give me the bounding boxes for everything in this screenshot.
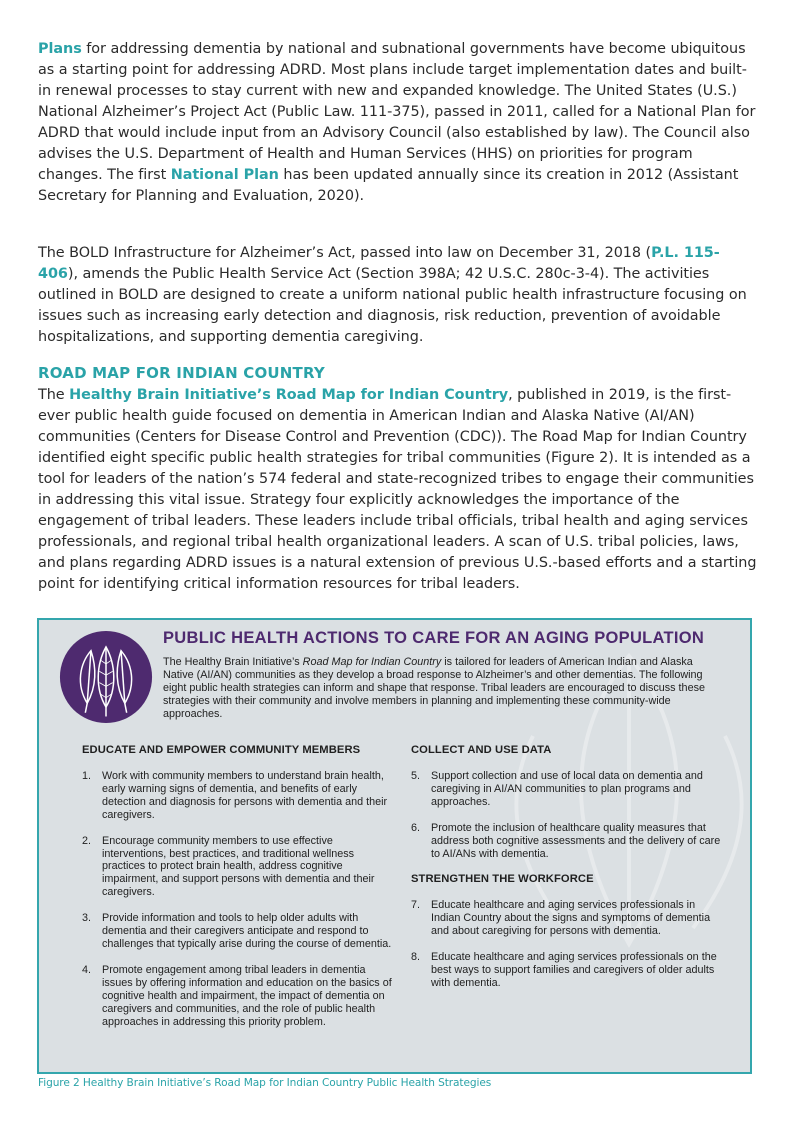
strategy-text: Educate healthcare and aging services professionals in Indian Country about the signs and symptoms of dementia and about caregiving for persons with dementia. xyxy=(431,899,711,938)
group-heading-educate: EDUCATE AND EMPOWER COMMUNITY MEMBERS xyxy=(82,744,361,756)
paragraph-text: The xyxy=(38,387,70,403)
strategy-text: Educate healthcare and aging services professionals on the best ways to support families and caregivers of older adults with dementia. xyxy=(431,951,717,989)
plans-link[interactable]: Plans xyxy=(38,41,82,57)
section-heading: ROAD MAP FOR INDIAN COUNTRY xyxy=(38,364,325,382)
strategy-number: 2. xyxy=(82,834,92,847)
road-map-link[interactable]: Healthy Brain Initiative’s Road Map for Indian Country xyxy=(69,387,509,403)
strategy-item xyxy=(82,835,392,900)
paragraph-text: ), amends the Public Health Service Act (Section 398A; 42 U.S.C. 280c-3-4). The activities outlined in BOLD are designed to create a uniform national public health infrastructure focusing on issues such as increasing early detection and diagnosis, risk reduction, prevention of avoidable hospitalizations, and supporting dementia caregiving. xyxy=(38,266,747,345)
intro-text: is tailored for leaders of American Indian and Alaska Native (AI/AN) communities as they develop a broad response to Alzheimer’s and other dementias. The following eight public health strategies can inform and shape that response. Tribal leaders are encouraged to discuss these strategies with their community and involve members in planning and implementing these community-wide approaches. xyxy=(163,656,705,720)
paragraph-text: The BOLD Infrastructure for Alzheimer’s Act, passed into law on December 31, 2018 ( xyxy=(38,245,652,261)
strategy-item xyxy=(82,770,392,822)
strategy-text: Promote engagement among tribal leaders in dementia issues by offering information and education on the basics of cognitive health and impairment, the impact of dementia on caregivers and communities, and the role of public health approaches in addressing this priority problem. xyxy=(102,963,392,1028)
strategy-text: Provide information and tools to help older adults with dementia and their caregivers anticipate and respond to challenges that typically arise during the course of dementia. xyxy=(102,912,392,950)
intro-italic: Road Map for Indian Country xyxy=(302,656,442,668)
pl-115-406-link[interactable]: P.L. 115-406 xyxy=(38,245,720,282)
strategy-item xyxy=(82,964,392,1029)
strategy-number: 8. xyxy=(411,951,421,964)
paragraph-road-map xyxy=(38,385,758,595)
intro-text: The Healthy Brain Initiative’s xyxy=(163,656,303,668)
strategy-text: Promote the inclusion of healthcare quality measures that address both cognitive assessments and the delivery of care to AI/ANs with dementia. xyxy=(431,821,721,860)
figure-intro xyxy=(163,656,723,721)
figure-2-box xyxy=(37,618,752,1074)
left-column xyxy=(82,744,392,1041)
strategy-number: 5. xyxy=(411,770,421,782)
strategy-item xyxy=(411,822,721,861)
strategy-text: Work with community members to understand brain health, early warning signs of dementia, and benefits of early detection and diagnosis for persons with dementia and their caregivers. xyxy=(102,770,388,821)
paragraph-text: has been updated annually since its creation in 2012 (Assistant Secretary for Planning and Evaluation, 2020). xyxy=(38,167,739,204)
group-heading-collect: COLLECT AND USE DATA xyxy=(411,744,552,756)
strategy-item xyxy=(411,770,721,809)
paragraph-bold-act xyxy=(38,243,758,348)
national-plan-link[interactable]: National Plan xyxy=(170,167,279,183)
right-column xyxy=(411,744,721,1003)
paragraph-text: , published in 2019, is the first-ever public health guide focused on dementia in American Indian and Alaska Native (AI/AN) communities (Centers for Disease Control and Prevention (CDC)). The Road Map for Indian Country identified eight specific public health strategies for tribal communities (Figure 2). It is intended as a tool for leaders of the nation’s 574 federal and state-recognized tribes to engage their communities in addressing this vital issue. Strategy four explicitly acknowledges the importance of the engagement of tribal leaders. These leaders include tribal officials, tribal health and aging services professionals, and regional tribal health organizational leaders. A scan of U.S. tribal policies, laws, and plans regarding ADRD issues is a natural extension of previous U.S.-based efforts and a starting point for identifying critical information resources for tribal leaders. xyxy=(38,387,757,592)
strategy-number: 3. xyxy=(82,912,92,925)
paragraph-text: for addressing dementia by national and subnational governments have become ubiquitous as a starting point for addressing ADRD. Most plans include target implementation dates and built-in renewal processes to stay current with new and expanded knowledge. The United States (U.S.) National Alzheimer’s Project Act (Public Law. 111-375), passed in 2011, called for a National Plan for ADRD that would include input from an Advisory Council (also established by law). The Council also advises the U.S. Department of Health and Human Services (HHS) on priorities for program changes. The first xyxy=(38,41,756,183)
strategy-text: Support collection and use of local data on dementia and caregiving in AI/AN communities to plan programs and approaches. xyxy=(431,770,703,808)
figure-caption: Figure 2 Healthy Brain Initiative’s Road Map for Indian Country Public Health Strategies xyxy=(38,1077,492,1089)
strategy-number: 7. xyxy=(411,899,421,912)
strategy-item xyxy=(411,899,721,938)
strategy-number: 4. xyxy=(82,963,92,976)
strategy-number: 1. xyxy=(82,770,92,782)
paragraph-plans xyxy=(38,39,758,207)
strategy-item xyxy=(82,912,392,951)
strategy-item xyxy=(411,951,721,990)
strategy-text: Encourage community members to use effective interventions, best practices, and traditional wellness practices to protect brain health, address cognitive impairment, and support persons with dementia and their caregivers. xyxy=(102,834,375,899)
figure-title: PUBLIC HEALTH ACTIONS TO CARE FOR AN AGING POPULATION xyxy=(163,629,705,647)
strategy-number: 6. xyxy=(411,821,421,834)
group-heading-workforce: STRENGTHEN THE WORKFORCE xyxy=(411,873,594,886)
feathers-logo-icon xyxy=(59,630,153,724)
